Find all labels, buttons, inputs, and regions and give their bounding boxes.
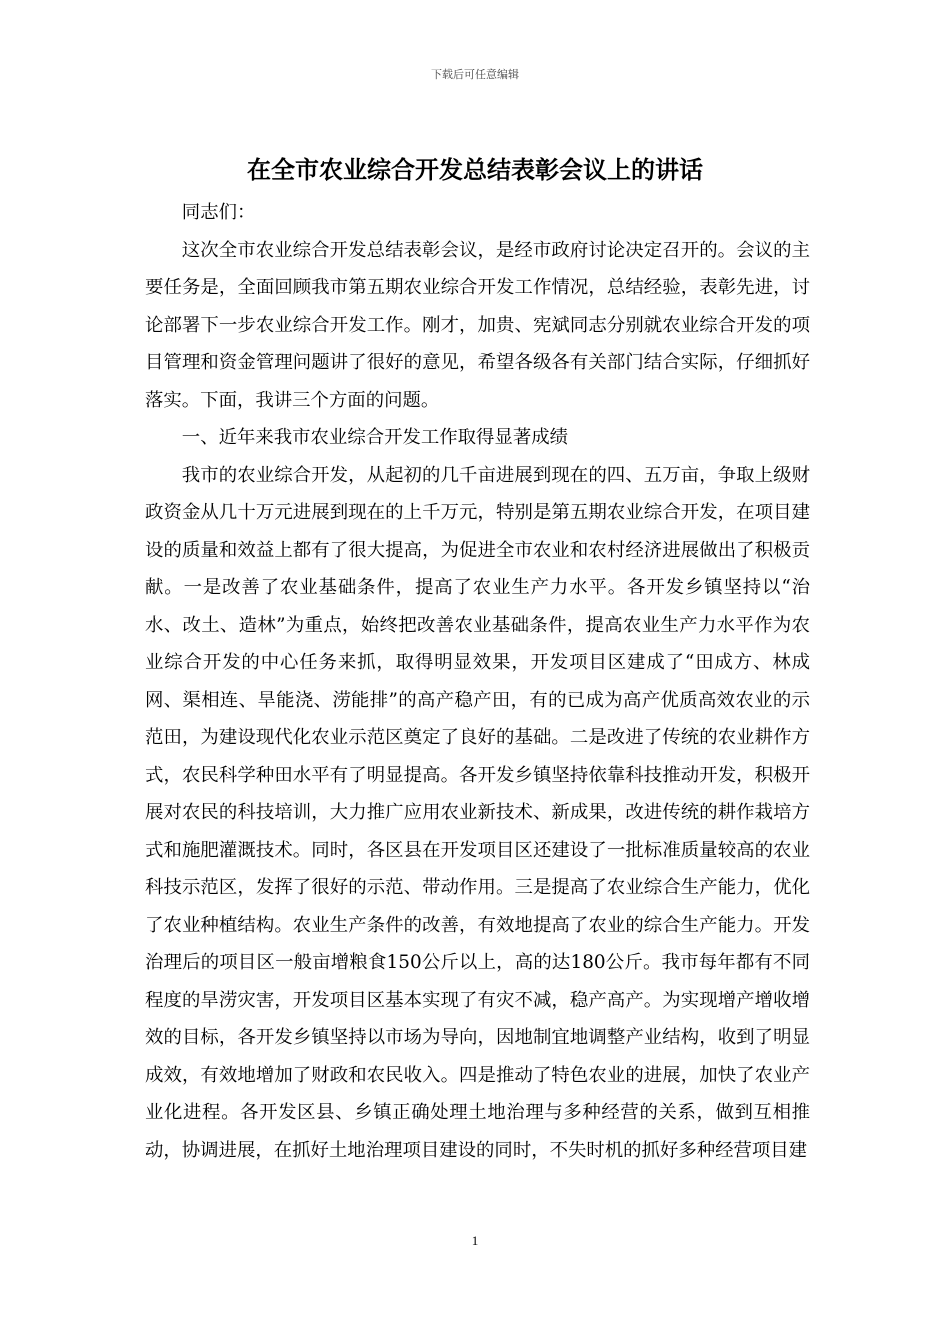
salutation: 同志们：	[181, 202, 256, 223]
paragraph-achievements: 我市的农业综合开发，从起初的几千亩进展到现在的四、五万亩，争取上级财政资金从几十万元进展到现在的上千万元，特别是第五期农业综合开发，在项目建设的质量和效益上都有了很大提高，为促进全市农业和农村经济进展做出了积极贡献。一是改善了农业基础条件，提高了农业生产力水平。各开发乡镇坚持以“治水、改土、造林”为重点，始终把改善农业基础条件，提高农业生产力水平作为农业综合开发的中心任务来抓，取得明显效果，开发项目区建成了“田成方、林成网、渠相连、旱能浇、涝能排”的高产稳产田，有的已成为高产优质高效农业的示范田，为建设现代化农业示范区奠定了良好的基础。二是改进了传统的农业耕作方式，农民科学种田水平有了明显提高。各开发乡镇坚持依靠科技推动开发，积极开展对农民的科技培训，大力推广应用农业新技术、新成果，改进传统的耕作栽培方式和施肥灌溉技术。同时，各区县在开发项目区还建设了一批标准质量较高的农业科技示范区，发挥了很好的示范、带动作用。三是提高了农业综合生产能力，优化了农业种植结构。农业生产条件的改善，有效地提高了农业的综合生产能力。开发治理后的项目区一般亩增粮食150公斤以上，高的达180公斤。我市每年都有不同程度的旱涝灾害，开发项目区基本实现了有灾不减，稳产高产。为实现增产增收增效的目标，各开发乡镇坚持以市场为导向，因地制宜地调整产业结构，收到了明显成效，有效地增加了财政和农民收入。四是推动了特色农业的进展，加快了农业产业化进程。各开发区县、乡镇正确处理土地治理与多种经营的关系，做到互相推动，协调进展，在抓好土地治理项目建设的同时，不失时机的抓好多种经营项目建	[145, 464, 810, 1161]
document-body	[145, 194, 810, 1169]
header-note: 下载后可任意编辑	[431, 68, 519, 81]
page-number: 1	[471, 1233, 479, 1248]
section-heading: 一、近年来我市农业综合开发工作取得显著成绩	[181, 427, 569, 448]
paragraph-intro: 这次全市农业综合开发总结表彰会议，是经市政府讨论决定召开的。会议的主要任务是，全面回顾我市第五期农业综合开发工作情况，总结经验，表彰先进，讨论部署下一步农业综合开发工作。刚才，加贵、宪斌同志分别就农业综合开发的项目管理和资金管理问题讲了很好的意见，希望各级各有关部门结合实际，仔细抓好落实。下面，我讲三个方面的问题。	[145, 239, 810, 411]
document-title: 在全市农业综合开发总结表彰会议上的讲话	[247, 156, 703, 184]
